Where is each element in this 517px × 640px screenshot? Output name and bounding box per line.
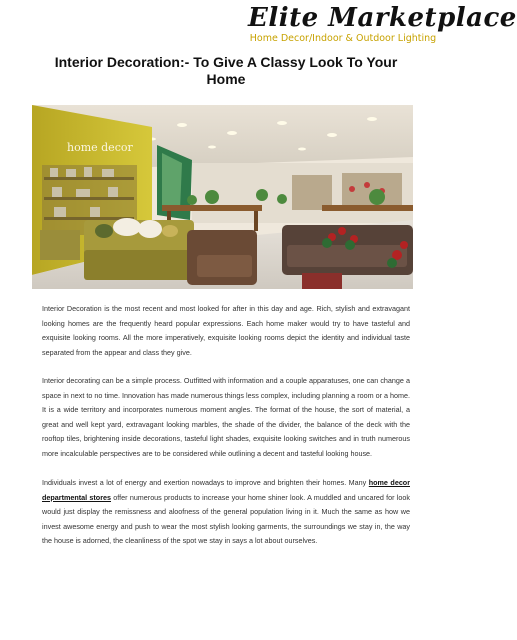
brand-tagline: Home Decor/Indoor & Outdoor Lighting: [249, 33, 437, 44]
paragraph-3-rest: offer numerous products to increase your home shiner look. A muddled and uncared for look would just display the remissness and aloofness of the general population living in it. Much the same as how we invest awesome energy and push to wear the most stylish looking garments, the surroundings we stay in, the way the house is adorned, the cleanliness of the spot we stay in says a lot about ourselves.: [42, 492, 411, 545]
brand-name: Elite Marketplace: [248, 3, 517, 33]
paragraph-3: [42, 476, 410, 549]
paragraph-2: Interior decorating can be a simple process. Outfitted with information and a couple apparatuses, one can change a space in next to no time. Innovation has made numerous things less complex, including planning a room or a home. It is a wide territory and incorporates numerous moment angles. The format of the house, the sort of material, a great and well kept yard, extravagant looking marbles, the shade of the divider, the balance of the deck with the rooftop tiles, brightening inside decorations, tasteful light shades, exquisite looking switches and in truth numerous more incalculable perspectives are to be considered while outlining a decent and tasteful looking house.: [42, 376, 410, 458]
article-title: Interior Decoration:- To Give A Classy Look To Your Home: [54, 54, 398, 87]
brand-logo[interactable]: [248, 3, 517, 44]
hero-sign-text: home decor: [67, 141, 133, 154]
paragraph-3-lead: Individuals invest a lot of energy and exertion nowadays to improve and brighten their homes. Many: [42, 478, 369, 487]
hero-image: [32, 105, 413, 289]
paragraph-1: Interior Decoration is the most recent and most looked for after in this day and age. Rich, stylish and extravagant looking homes are the frequently heard popular expressions. Each home maker would try to have tasteful and exquisite looking rooms. All the more imperatively, exquisite looking rooms depict the identity and individual taste separated from the appear and class they give.: [42, 304, 410, 357]
home-decor-stores-link[interactable]: home decor departmental stores: [42, 478, 410, 502]
